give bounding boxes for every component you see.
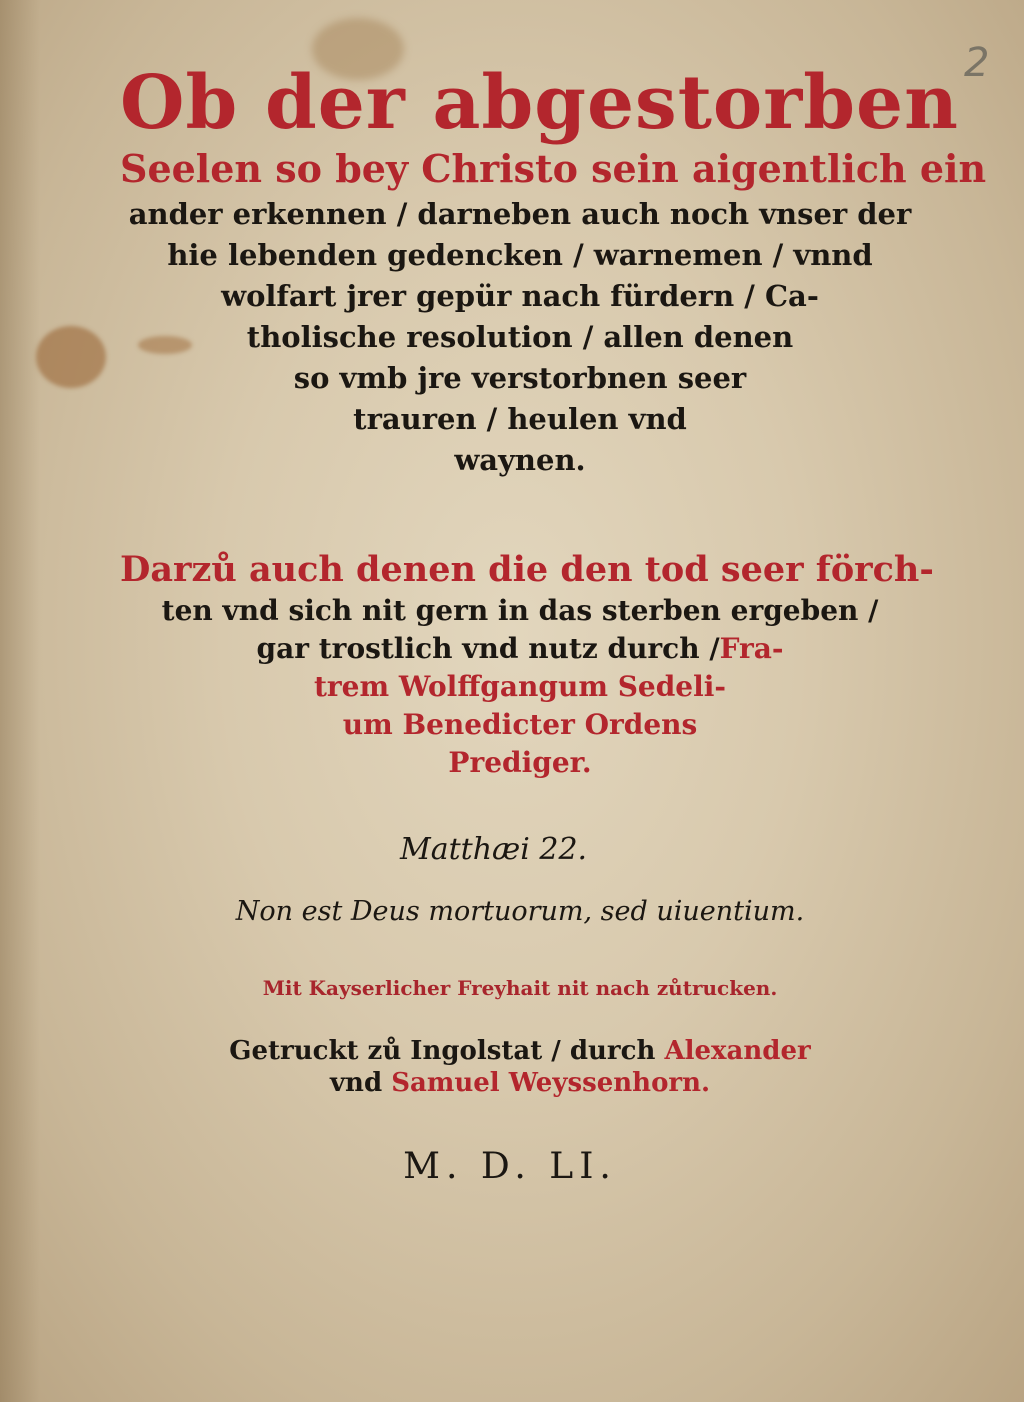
title-line-2: Seelen so bey Christo sein aigentlich ein — [120, 146, 987, 191]
author-line-3: Prediger. — [448, 746, 592, 779]
title-line: so vmb jre verstorbnen seer — [293, 361, 747, 395]
imperial-privilege: Mit Kayserlicher Freyhait nit nach zůtrucken. — [262, 976, 778, 1000]
stain-left — [36, 326, 106, 388]
subtitle-line-3-red: Fra- — [719, 632, 784, 665]
subtitle-line-3-black: gar trostlich vnd nutz durch / — [256, 632, 720, 665]
imprint-line-1-red: Alexander — [664, 1036, 811, 1066]
subtitle-block — [120, 549, 934, 779]
binding-shadow — [0, 0, 40, 1402]
folio-number: 2 — [964, 40, 990, 86]
title-line: hie lebenden gedencken / warnemen / vnnd — [167, 238, 873, 272]
subtitle-line-2: ten vnd sich nit gern in das sterben ergeben / — [161, 594, 879, 627]
title-line: waynen. — [454, 443, 586, 477]
subtitle-line-3 — [120, 632, 920, 665]
title-line: trauren / heulen vnd — [353, 402, 687, 436]
imprint-line-2-black: vnd — [329, 1068, 383, 1098]
author-line-1: trem Wolffgangum Sedeli- — [313, 670, 727, 703]
imprint — [190, 1038, 850, 1102]
subtitle-line-1: Darzů auch denen die den tod seer förch- — [120, 549, 934, 590]
imprint-line-2-red: Samuel Weyssenhorn. — [391, 1068, 711, 1098]
imprint-line-2 — [190, 1070, 850, 1096]
bible-citation: Matthæi 22. — [400, 832, 588, 867]
title-line: ander erkennen / darneben auch noch vnser der — [128, 197, 912, 231]
publication-date: M. D. LI. — [403, 1146, 617, 1187]
title-line: wolfart jrer gepür nach fürdern / Ca- — [221, 279, 819, 313]
imprint-line-1 — [190, 1038, 850, 1064]
title-line: tholische resolution / allen denen — [246, 320, 794, 354]
title-line-1: Ob der abgestorben — [120, 60, 959, 146]
author-line-2: um Benedicter Ordens — [342, 708, 698, 741]
imprint-line-1-black: Getruckt zů Ingolstat / durch — [229, 1036, 656, 1066]
latin-quote: Non est Deus mortuorum, sed uiuentium. — [235, 896, 805, 927]
main-title — [120, 60, 987, 477]
